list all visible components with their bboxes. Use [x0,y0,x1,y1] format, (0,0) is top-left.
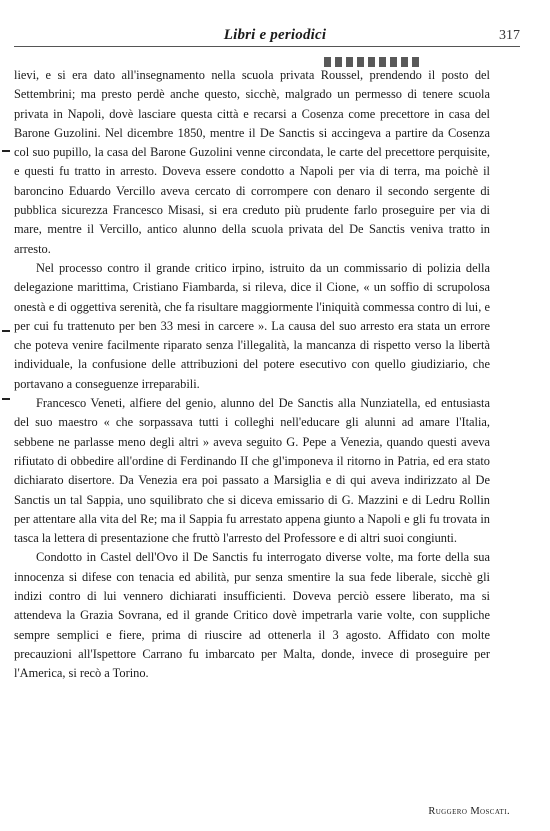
margin-mark [2,150,10,152]
paragraph: Condotto in Castel dell'Ovo il De Sanctis fu interrogato diverse volte, ma forte della sua innocenza si difese con tenacia ed abilità, pur senza smentire la sua fede liberale, sicchè gli indizi contro di lui vennero dichiarati insufficienti. Doveva perciò essere liberato, ma si attendeva la Grazia Sovrana, ed il grande Critico dovè impetrarla varie volte, con suppliche sempre semplici e fiere, prima di riuscire ad ottenerla il 3 agosto. Affidato con molte precauzioni all'Ispettore Carrano fu imbarcato per Malta, donde, invece di proseguire per l'America, si recò a Torino. [14,550,490,681]
margin-mark [2,398,10,400]
running-header [0,27,550,49]
paragraph: lievi, e si era dato all'insegnamento nella scuola privata Roussel, prendendo il posto del Settembrini; ma presto perdè anche questo, sicchè, malgrado un permesso di tenere scuola privata in Napoli, dovè lasciare questa città e recarsi a Cosenza come precettore in casa del Barone Guzolini. Nel dicembre 1850, mentre il De Sanctis si accingeva a partire da Cosenza col suo pupillo, la casa del Barone Guzolini venne circondata, le carte del precettore perquisite, e questi fu tratto in arresto. Doveva essere condotto a Napoli per via di terra, ma poichè il baroncino Eduardo Vercillo aveva cercato di corrompere con denaro il secondo sergente di pubblica sicurezza Francesco Misasi, si era creduto più prudente farlo proseguire per via di mare, mentre il Vercillo, antico alunno della scuola privata del De Sanctis veniva tratto in arresto. [14,68,490,256]
paragraph: Francesco Veneti, alfiere del genio, alunno del De Sanctis alla Nunziatella, ed entusiasta del suo maestro « che sorpassava tutti i colleghi nell'educare gli alunni ad amare l'Italia, sebbene ne parlasse meno degli altri » aveva seguito G. Pepe a Venezia, quando questi aveva rifiutato di obbedire all'ordine di Ferdinando II che gl'imponeva il ritorno in Patria, ed era stato dichiarato disertore. Da Venezia era poi passato a Marsiglia e di qui aveva indirizzato al De Sanctis un tal Sappia, uno squilibrato che si diceva emissario di G. Mazzini e di Ledru Rollin per attentare alla vita del Re; ma il Sappia fu arrestato appena giunto a Napoli e gli fu trovata in tasca la lettera di presentazione che fruttò l'arresto del Professore e di altri suoi congiunti. [14,396,490,546]
article-body [14,66,490,684]
header-rule [14,46,520,47]
page-number: 317 [499,28,520,43]
page-header-title: Libri e periodici [223,27,327,43]
paragraph: Nel processo contro il grande critico irpino, istruito da un commissario di polizia della delegazione marittima, Cristiano Fiambarda, si rileva, dice il Cione, « un soffio di scrupolosa onestà e di oggettiva serenità, che fa risultare maggiormente l'iniquità commessa contro di lui, e per cui fu trattenuto per ben 33 mesi in carcere ». La causa del suo arresto era stata un errore che poteva venire facilmente riparato senza l'illegalità, la mancanza di rispetto verso la libertà individuale, la confusione delle attribuzioni del potere esecutivo con quello giudiziario, che portavano a conseguenze irreparabili. [14,260,490,391]
margin-mark [2,330,10,332]
author-signature: Ruggero Moscati. [428,806,510,817]
